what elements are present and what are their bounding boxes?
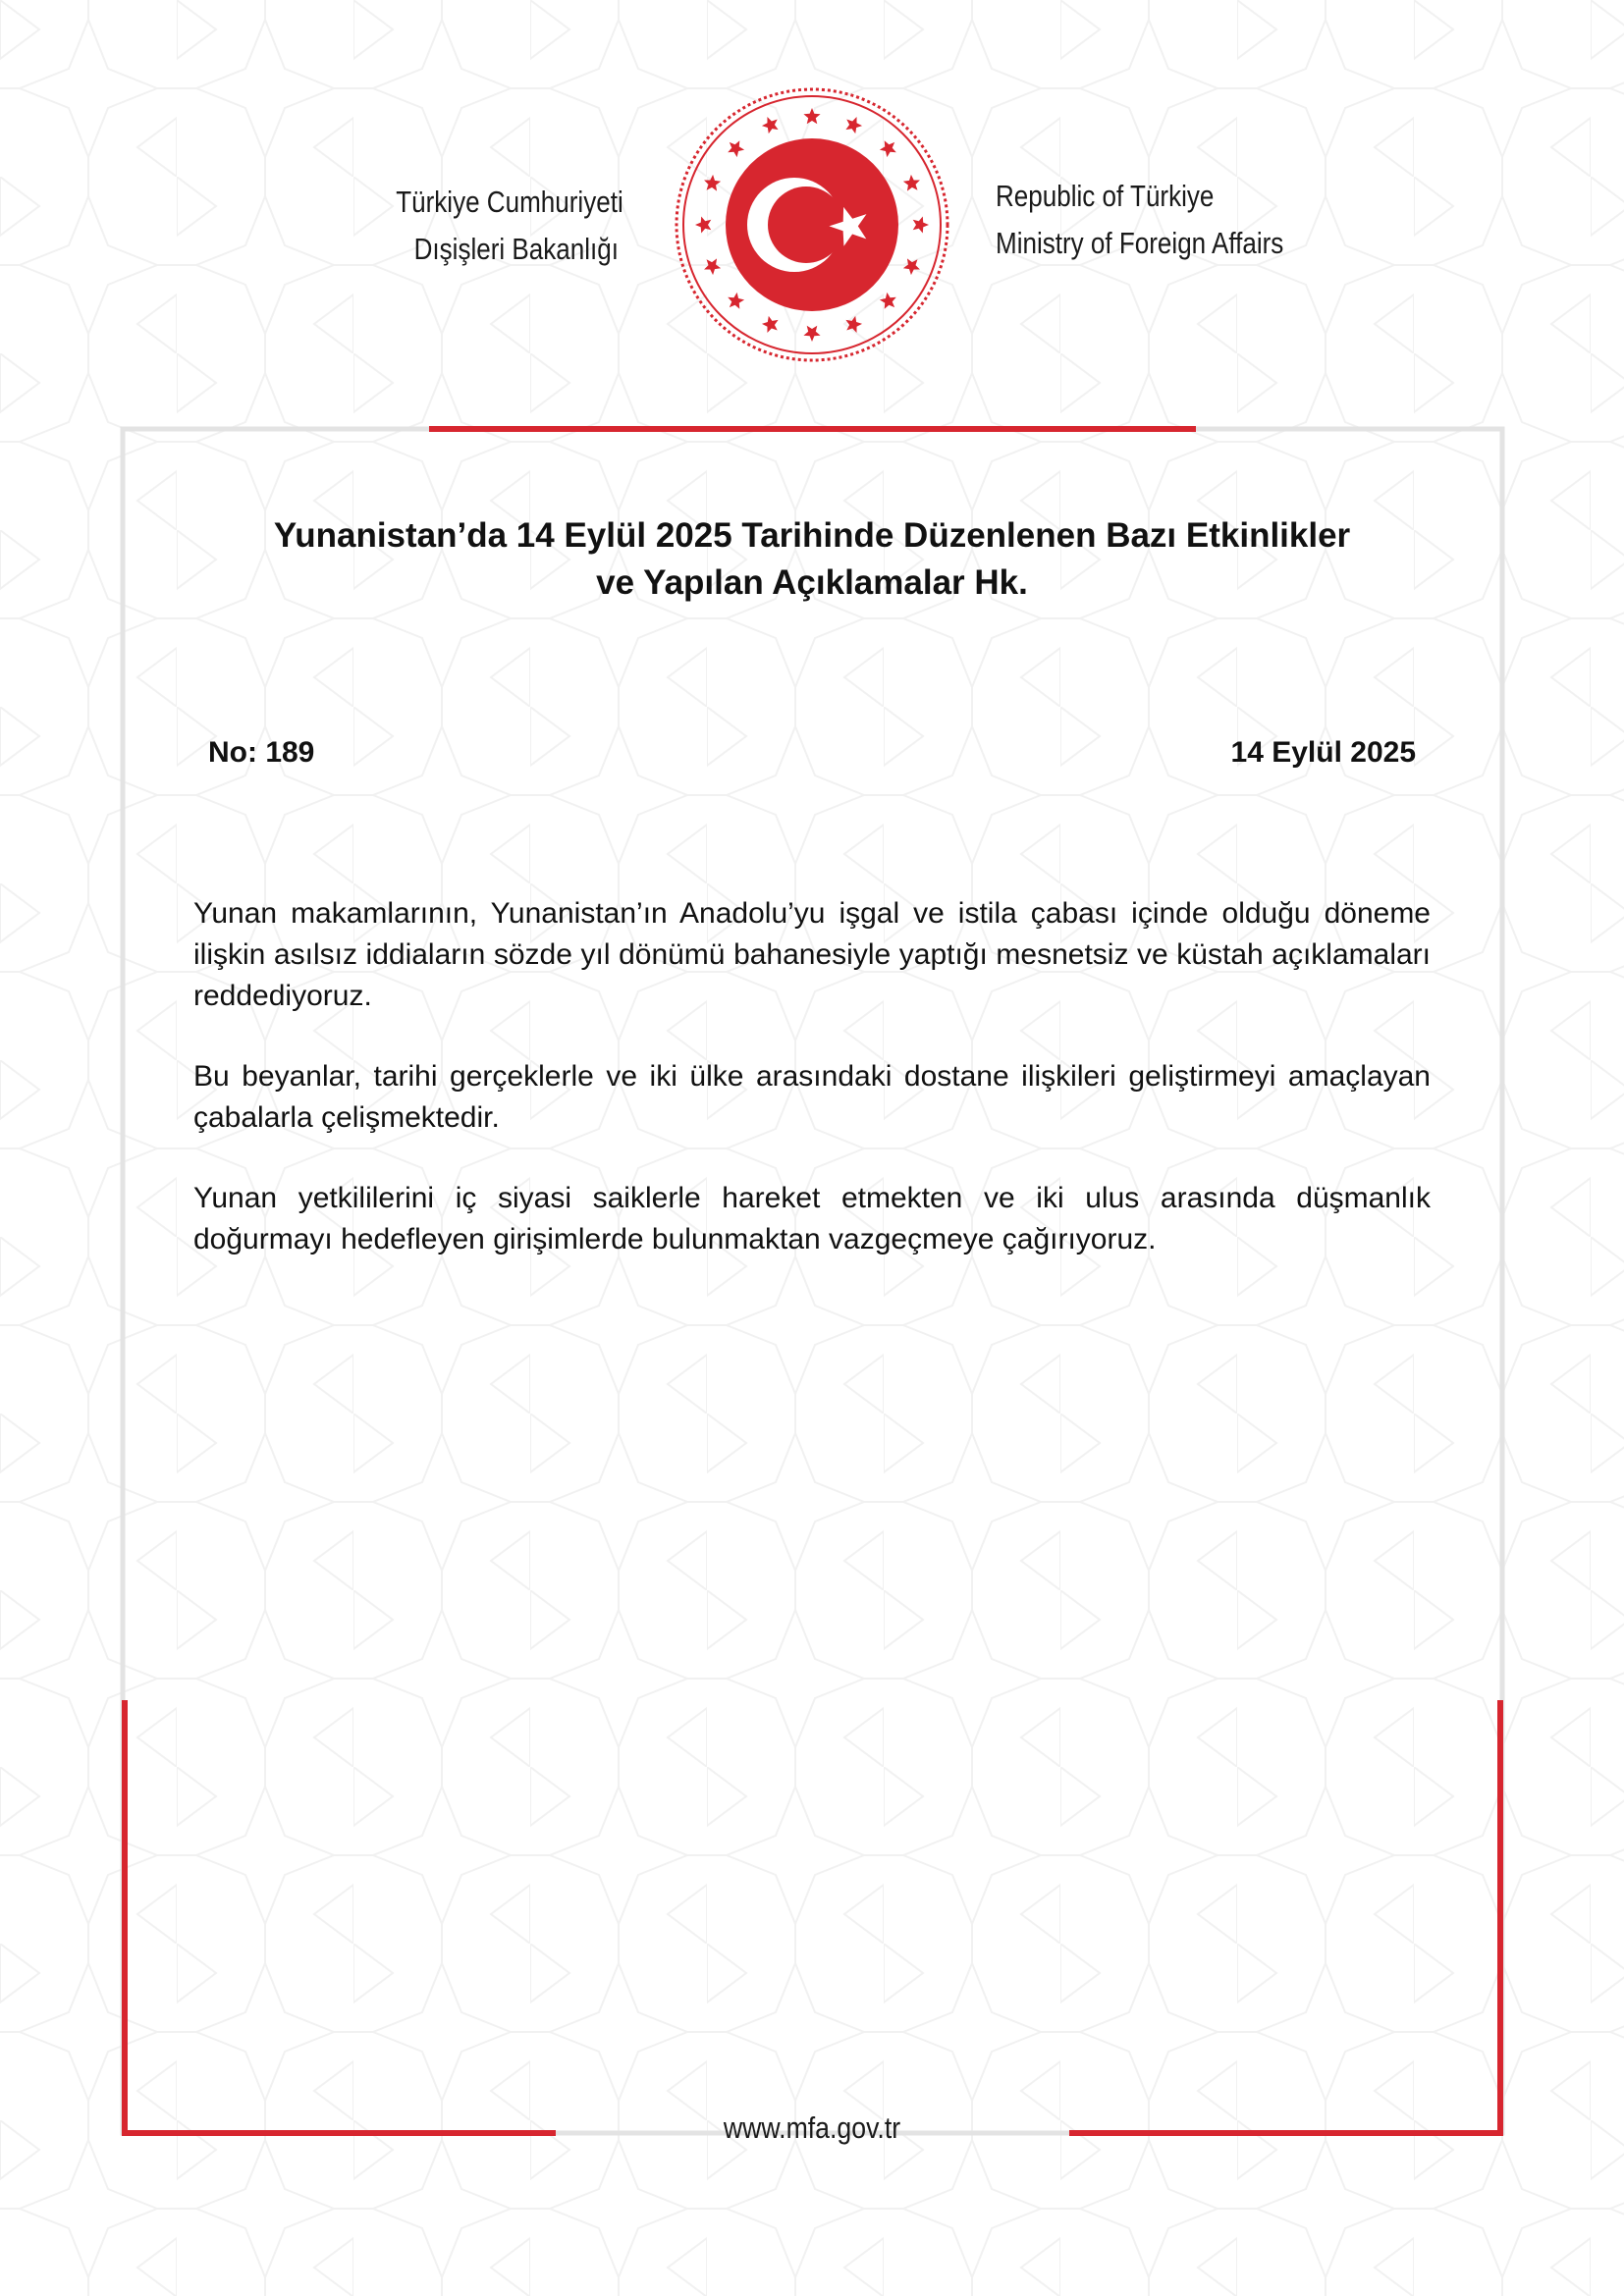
emblem-star-icon <box>762 117 779 133</box>
emblem-star-icon <box>845 117 862 133</box>
body-paragraph: Bu beyanlar, tarihi gerçeklerle ve iki ülke arasındaki dostane ilişkileri geliştirmeyi amaçlayan çabalarla çelişmektedir. <box>193 1060 1431 1134</box>
emblem-star-icon <box>903 258 920 275</box>
ministry-name-english-line1: Republic of Türkiye <box>996 179 1215 213</box>
emblem-star-icon <box>903 175 920 191</box>
ministry-name-turkish-line1: Türkiye Cumhuriyeti <box>396 185 623 219</box>
emblem-star-icon <box>728 140 744 157</box>
bottom-left-red-corner <box>125 1700 556 2133</box>
title-line2: ve Yapılan Açıklamalar Hk. <box>596 563 1028 602</box>
ministry-name-turkish <box>396 179 623 273</box>
press-release-title <box>157 512 1467 607</box>
body-paragraph: Yunan yetkililerini iç siyasi saiklerle hareket etmekten ve iki ulus arasında düşmanlık doğurmayı hedefleyen girişimlerde bulunmaktan vazgeçmeye çağırıyoruz. <box>193 1182 1431 1255</box>
title-line1: Yunanistan’da 14 Eylül 2025 Tarihinde Düzenlenen Bazı Etkinlikler <box>273 516 1351 555</box>
ministry-name-english-line2: Ministry of Foreign Affairs <box>996 226 1284 260</box>
press-release-date: 14 Eylül 2025 <box>1230 736 1416 769</box>
bottom-right-red-corner <box>1069 1700 1500 2133</box>
emblem-star-icon <box>762 316 779 333</box>
body-paragraph: Yunan makamlarının, Yunanistan’ın Anadolu’yu işgal ve istila çabası içinde olduğu döneme ilişkin asılsız iddiaların sözde yıl dönümü bahanesiyle yaptığı mesnetsiz ve küstah açıklamaları reddediyoruz. <box>193 897 1431 1012</box>
emblem-star-icon <box>704 258 721 275</box>
emblem-star-icon <box>880 140 896 157</box>
ministry-name-turkish-line2: Dışişleri Bakanlığı <box>413 232 619 266</box>
emblem-star-icon <box>845 316 862 333</box>
emblem-star-icon <box>728 293 744 309</box>
emblem-star-icon <box>880 293 896 309</box>
emblem-star-icon <box>704 175 721 191</box>
press-release-number: No: 189 <box>208 736 315 769</box>
press-release-body <box>193 893 1431 1300</box>
emblem-star-icon <box>803 108 820 124</box>
emblem-star-icon <box>803 326 820 342</box>
mfa-emblem-icon <box>672 84 952 365</box>
footer-website-link[interactable]: www.mfa.gov.tr <box>723 2110 901 2145</box>
emblem-star-icon <box>695 216 711 233</box>
ministry-name-english <box>996 173 1284 267</box>
emblem-star-icon <box>913 216 929 233</box>
